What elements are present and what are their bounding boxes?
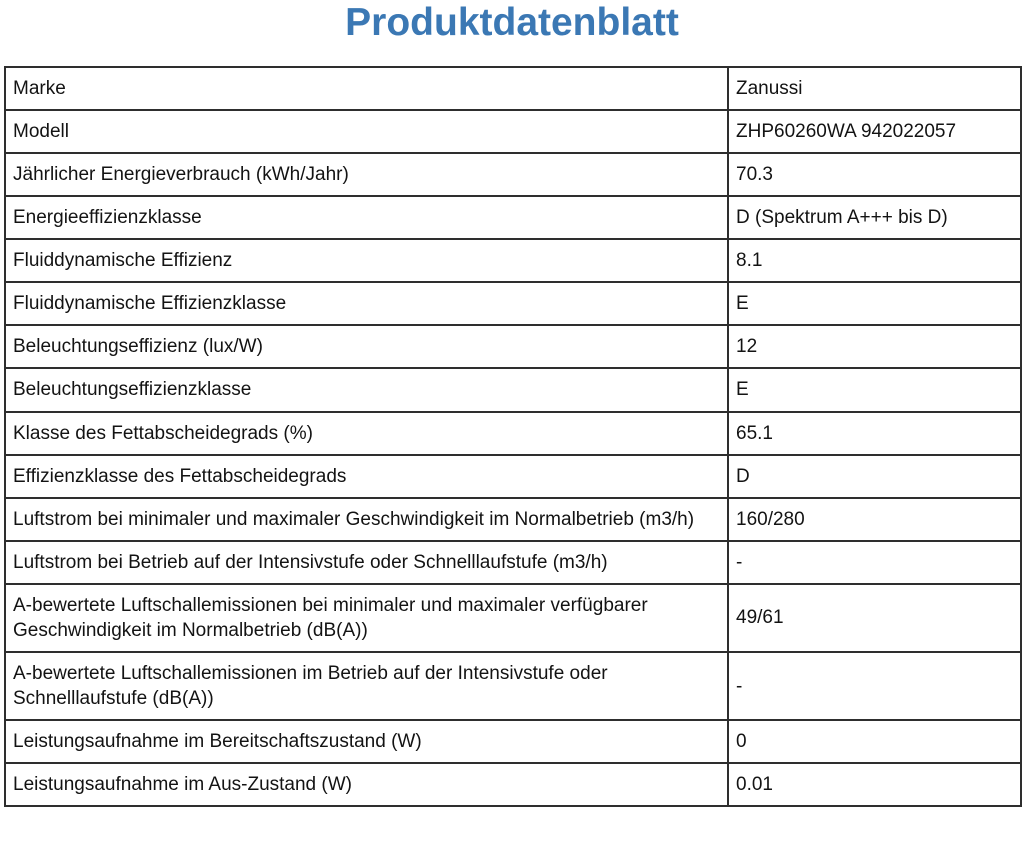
row-value: - [728, 652, 1021, 720]
row-value: Zanussi [728, 67, 1021, 110]
row-value: 0 [728, 720, 1021, 763]
table-row [5, 110, 1021, 153]
row-label: Luftstrom bei minimaler und maximaler Geschwindigkeit im Normalbetrieb (m3/h) [5, 498, 728, 541]
row-label: Jährlicher Energieverbrauch (kWh/Jahr) [5, 153, 728, 196]
row-value: - [728, 541, 1021, 584]
row-label: Klasse des Fettabscheidegrads (%) [5, 412, 728, 455]
row-label: Marke [5, 67, 728, 110]
table-row [5, 412, 1021, 455]
table-row [5, 282, 1021, 325]
row-value: E [728, 368, 1021, 411]
row-label: A-bewertete Luftschallemissionen im Betrieb auf der Intensivstufe oder Schnelllaufstufe (dB(A)) [5, 652, 728, 720]
table-row [5, 196, 1021, 239]
table-row [5, 498, 1021, 541]
table-row [5, 652, 1021, 720]
row-value: 8.1 [728, 239, 1021, 282]
page-title: Produktdatenblatt [345, 1, 679, 44]
row-value: 12 [728, 325, 1021, 368]
row-label: Effizienzklasse des Fettabscheidegrads [5, 455, 728, 498]
table-row [5, 584, 1021, 652]
row-value: ZHP60260WA 942022057 [728, 110, 1021, 153]
table-row [5, 720, 1021, 763]
row-label: Beleuchtungseffizienzklasse [5, 368, 728, 411]
table-row [5, 455, 1021, 498]
table-row [5, 325, 1021, 368]
table-row [5, 153, 1021, 196]
product-data-table [4, 66, 1022, 807]
row-label: Fluiddynamische Effizienz [5, 239, 728, 282]
row-label: Energieeffizienzklasse [5, 196, 728, 239]
product-data-table-body [5, 67, 1021, 806]
row-value: 160/280 [728, 498, 1021, 541]
table-row [5, 67, 1021, 110]
row-value: E [728, 282, 1021, 325]
row-value: D [728, 455, 1021, 498]
table-row [5, 763, 1021, 806]
row-value: 49/61 [728, 584, 1021, 652]
row-label: Fluiddynamische Effizienzklasse [5, 282, 728, 325]
table-row [5, 368, 1021, 411]
row-label: Luftstrom bei Betrieb auf der Intensivstufe oder Schnelllaufstufe (m3/h) [5, 541, 728, 584]
row-label: Leistungsaufnahme im Bereitschaftszustand (W) [5, 720, 728, 763]
row-label: Leistungsaufnahme im Aus-Zustand (W) [5, 763, 728, 806]
row-label: A-bewertete Luftschallemissionen bei minimaler und maximaler verfügbarer Geschwindigkeit im Normalbetrieb (dB(A)) [5, 584, 728, 652]
row-value: D (Spektrum A+++ bis D) [728, 196, 1021, 239]
row-value: 0.01 [728, 763, 1021, 806]
row-value: 70.3 [728, 153, 1021, 196]
table-row [5, 239, 1021, 282]
row-label: Modell [5, 110, 728, 153]
row-value: 65.1 [728, 412, 1021, 455]
row-label: Beleuchtungseffizienz (lux/W) [5, 325, 728, 368]
table-row [5, 541, 1021, 584]
